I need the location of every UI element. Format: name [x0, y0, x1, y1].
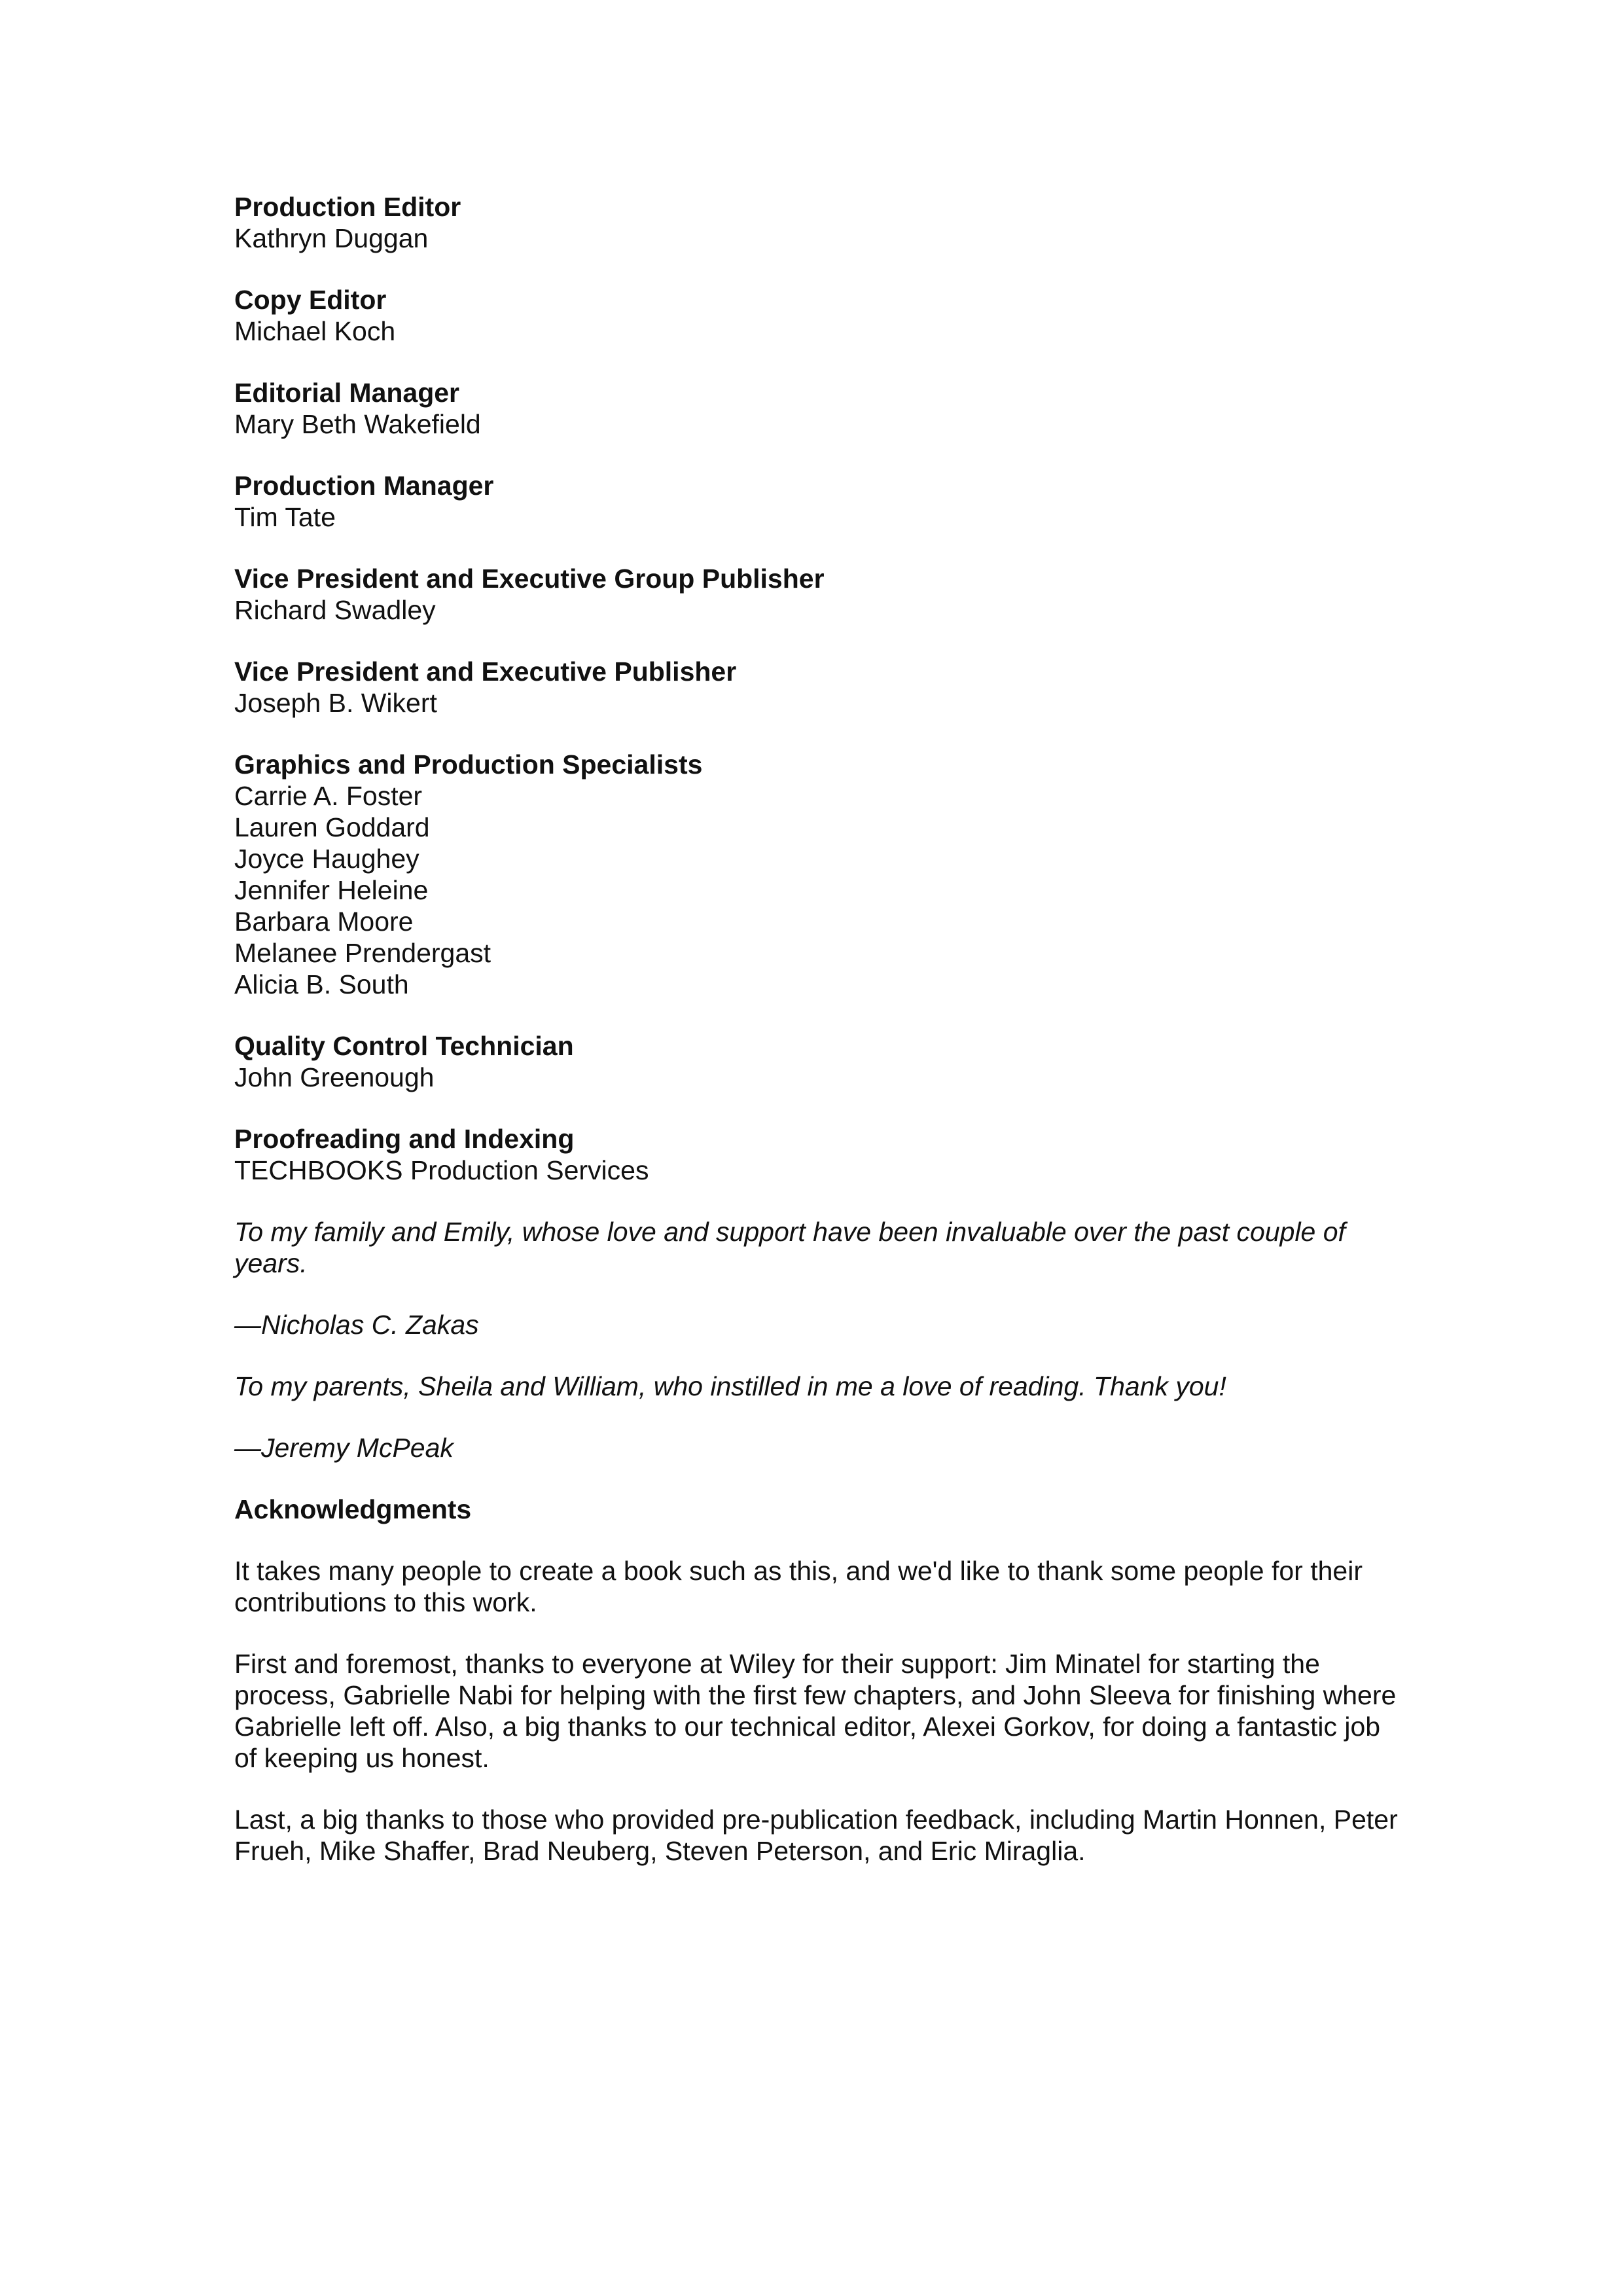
acknowledgments-paragraph: Last, a big thanks to those who provided pre-publication feedback, including Martin Honnen, Peter Frueh, Mike Shaffer, Brad Neuberg, Steven Peterson, and Eric Miraglia.: [234, 1804, 1398, 1866]
credit-name: Kathryn Duggan: [234, 223, 429, 253]
credit-role: Graphics and Production Specialists: [234, 749, 703, 780]
credit-name: Tim Tate: [234, 502, 336, 532]
dedication-text: To my parents, Sheila and William, who instilled in me a love of reading. Thank you!: [234, 1371, 1226, 1401]
credit-role: Copy Editor: [234, 285, 387, 315]
list-item: Melanee Prendergast: [234, 938, 491, 968]
credit-name: Joseph B. Wikert: [234, 688, 437, 718]
credit-role: Production Editor: [234, 192, 461, 222]
credit-role: Editorial Manager: [234, 378, 460, 408]
acknowledgments-paragraph: It takes many people to create a book such as this, and we'd like to thank some people for their contributions to this work.: [234, 1556, 1363, 1617]
dedication-signature: —Jeremy McPeak: [234, 1433, 454, 1463]
list-item: Jennifer Heleine: [234, 875, 429, 905]
credit-name: TECHBOOKS Production Services: [234, 1155, 649, 1185]
credit-vp-group-publisher: [234, 563, 1399, 626]
dedication-text: To my family and Emily, whose love and support have been invaluable over the past couple of years.: [234, 1217, 1346, 1278]
credit-role: Proofreading and Indexing: [234, 1124, 575, 1154]
credit-editorial-manager: [234, 377, 1399, 440]
acknowledgments-heading: Acknowledgments: [234, 1494, 472, 1524]
document-page: [234, 191, 1399, 1897]
names-list: [234, 780, 1399, 1000]
list-item: Barbara Moore: [234, 906, 414, 937]
credit-role: Vice President and Executive Group Publisher: [234, 564, 825, 594]
list-item: Joyce Haughey: [234, 844, 419, 874]
credit-copy-editor: [234, 284, 1399, 347]
credit-production-editor: [234, 191, 1399, 254]
list-item: Carrie A. Foster: [234, 781, 423, 811]
credit-quality-control: [234, 1030, 1399, 1093]
acknowledgments-paragraph: First and foremost, thanks to everyone at Wiley for their support: Jim Minatel for starting the process, Gabrielle Nabi for helping with the first few chapters, and John Sleeva for finishing where Gabrielle left off. Also, a big thanks to our technical editor, Alexei Gorkov, for doing a fantastic job of keeping us honest.: [234, 1649, 1397, 1773]
credit-role: Production Manager: [234, 471, 494, 501]
list-item: Lauren Goddard: [234, 812, 430, 842]
credit-production-manager: [234, 470, 1399, 533]
credit-name: Richard Swadley: [234, 595, 436, 625]
credit-graphics-specialists: [234, 749, 1399, 1000]
credit-vp-publisher: [234, 656, 1399, 719]
list-item: Alicia B. South: [234, 969, 409, 999]
dedication-signature: —Nicholas C. Zakas: [234, 1310, 479, 1340]
credit-name: Michael Koch: [234, 316, 396, 346]
credit-name: John Greenough: [234, 1062, 435, 1092]
credit-name: Mary Beth Wakefield: [234, 409, 481, 439]
credit-proofreading: [234, 1123, 1399, 1186]
credit-role: Vice President and Executive Publisher: [234, 656, 737, 687]
credit-role: Quality Control Technician: [234, 1031, 574, 1061]
